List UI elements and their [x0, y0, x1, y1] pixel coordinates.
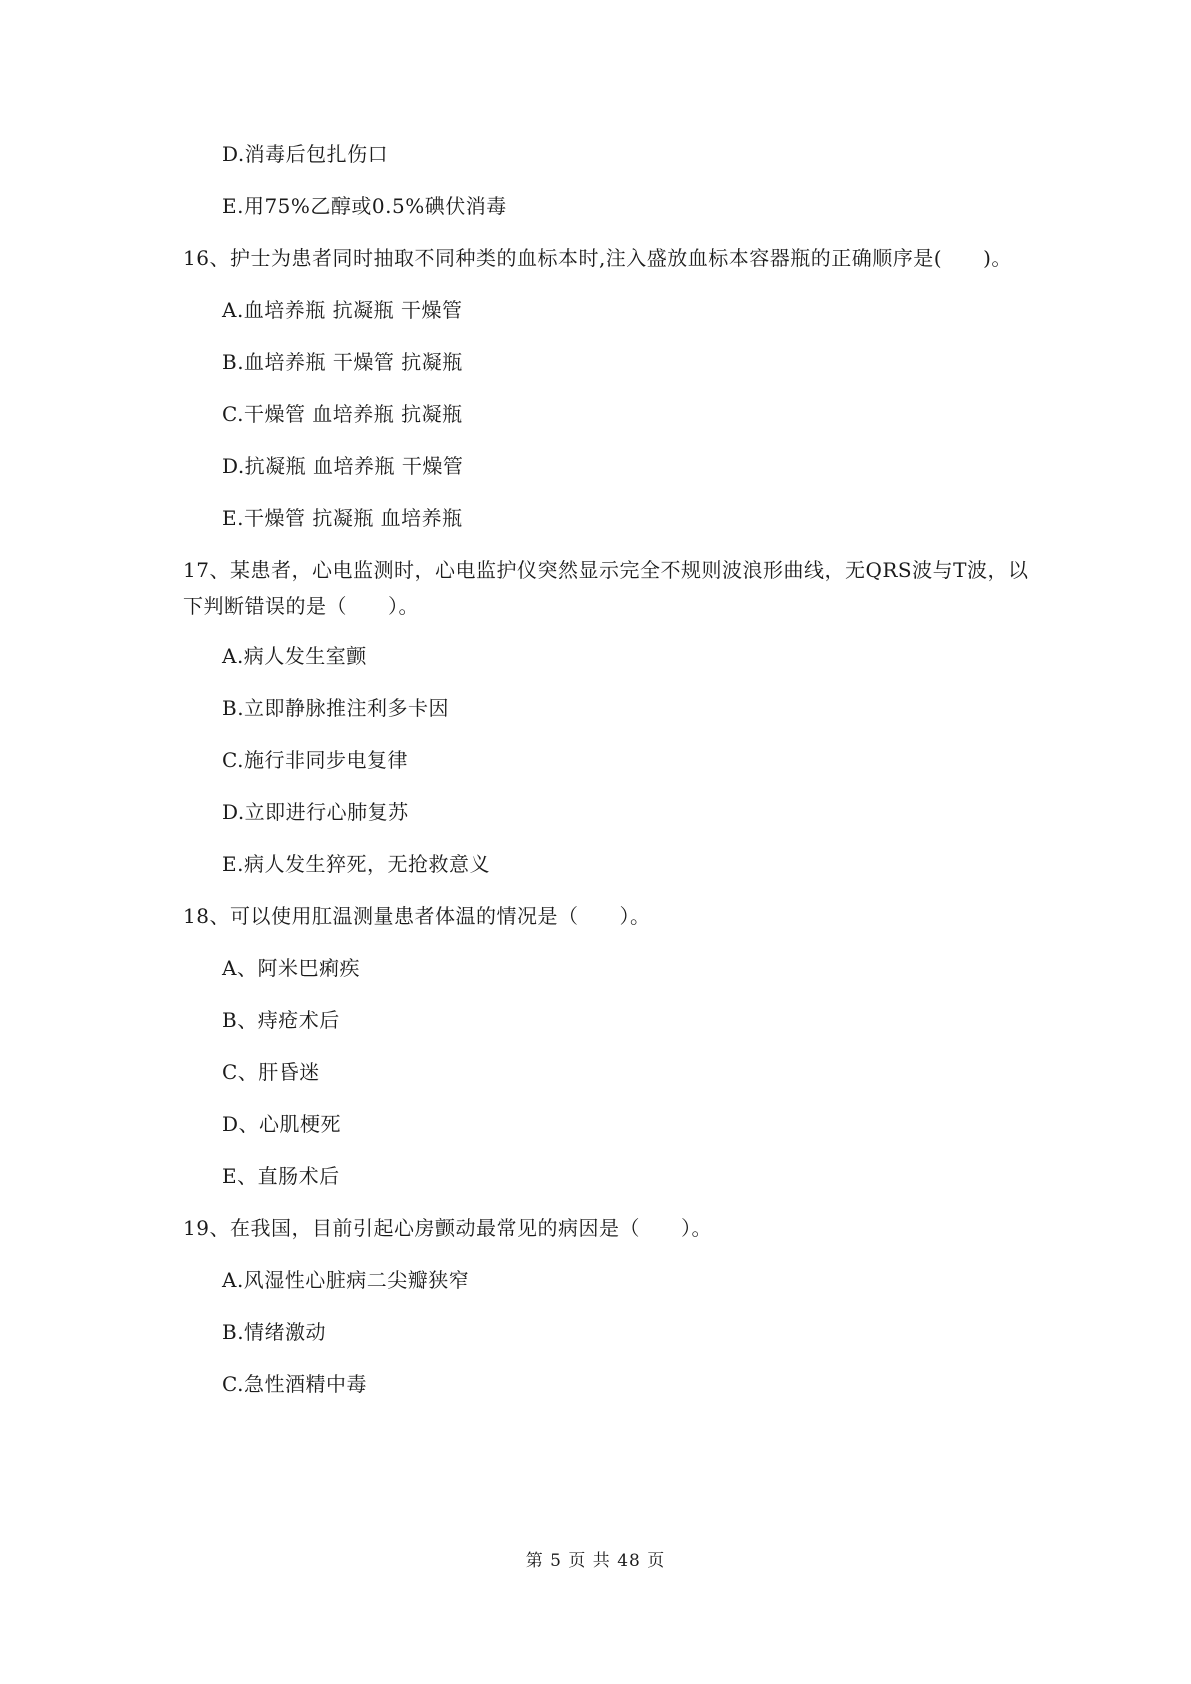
option-c-q17: C.施行非同步电复律: [222, 748, 408, 772]
option-d-q17: D.立即进行心肺复苏: [222, 800, 409, 824]
option-b-q17: B.立即静脉推注利多卡因: [222, 696, 450, 720]
option-d-q16: D.抗凝瓶 血培养瓶 干燥管: [222, 454, 464, 478]
option-a-q16: A.血培养瓶 抗凝瓶 干燥管: [222, 298, 463, 322]
question-16-stem: 16、护士为患者同时抽取不同种类的血标本时,注入盛放血标本容器瓶的正确顺序是( )。: [183, 246, 1012, 270]
option-c-q19: C.急性酒精中毒: [222, 1372, 367, 1396]
option-b-q19: B.情绪激动: [222, 1320, 327, 1344]
question-19-stem: 19、在我国，目前引起心房颤动最常见的病因是（ ）。: [183, 1216, 712, 1240]
option-a-q17: A.病人发生室颤: [222, 644, 367, 668]
option-e-q17: E.病人发生猝死，无抢救意义: [222, 852, 490, 876]
page-footer-number: 第 5 页 共 48 页: [525, 1551, 666, 1571]
option-c-q16: C.干燥管 血培养瓶 抗凝瓶: [222, 402, 463, 426]
option-b-q16: B.血培养瓶 干燥管 抗凝瓶: [222, 350, 463, 374]
option-a-q19: A.风湿性心脏病二尖瓣狭窄: [222, 1268, 470, 1292]
option-c-q18: C、肝昏迷: [222, 1060, 320, 1084]
option-e-q18: E、直肠术后: [222, 1164, 340, 1188]
option-e-q16: E.干燥管 抗凝瓶 血培养瓶: [222, 506, 463, 530]
question-17-stem-line2: 下判断错误的是（ ）。: [183, 594, 419, 618]
option-b-q18: B、痔疮术后: [222, 1008, 340, 1032]
question-17-stem-line1: 17、某患者，心电监测时，心电监护仪突然显示完全不规则波浪形曲线，无QRS波与T波，以: [183, 558, 1029, 582]
option-d-q18: D、心肌梗死: [222, 1112, 342, 1136]
option-a-q18: A、阿米巴痢疾: [222, 956, 360, 980]
option-e-q15: E.用75%乙醇或0.5%碘伏消毒: [222, 194, 507, 218]
option-d-q15: D.消毒后包扎伤口: [222, 142, 389, 166]
question-18-stem: 18、可以使用肛温测量患者体温的情况是（ ）。: [183, 904, 651, 928]
